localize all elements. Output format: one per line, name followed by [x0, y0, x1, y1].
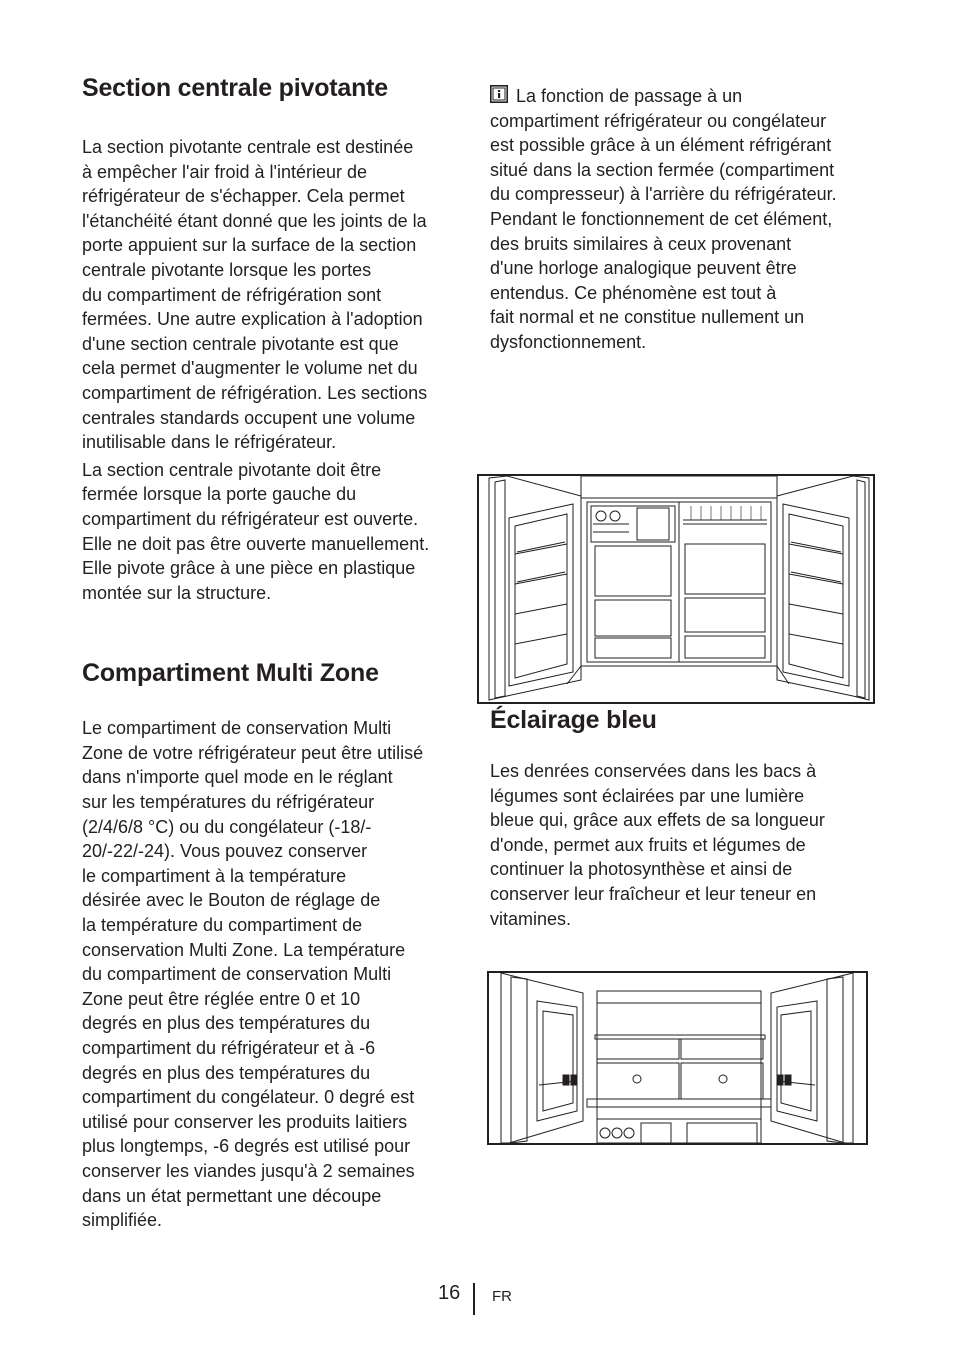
fridge-open-illustration	[477, 474, 875, 704]
section-title-pivotante: Section centrale pivotante	[82, 74, 388, 102]
paragraph-multi-zone: Le compartiment de conservation Multi Zone de votre réfrigérateur peut être utilisé dans n'importe quel mode en le réglant sur les températures du réfrigérateur (2/4/6/8 °C) ou du congélateur (-18/- 20/-22/-24). Vous pouvez conserver le compartiment à la température désirée avec le Bouton de réglage de la température du compartiment de conservation Multi Zone. La température du compartiment de conservation Multi Zone peut être réglée entre 0 et 10 degrés en plus des températures du compartiment du réfrigérateur et à -6 degrés en plus des températures du compartiment du congélateur. 0 degré est utilisé pour conserver les produits laitiers plus longtemps, -6 degrés est utilisé pour conserver les viandes jusqu'à 2 semaines dans un état permettant une découpe simplifiée.	[82, 718, 424, 1231]
info-text-first: La fonction de passage à un	[516, 86, 743, 106]
info-text-rest: compartiment réfrigérateur ou congélateur est possible grâce à un élément réfrigérant situé dans la section fermée (compartiment du compresseur) à l'arrière du réfrigérateur. Pendant le fonctionnement de cet élément, des bruits similaires à ceux provenant d'une horloge analogique peuvent être entendus. Ce phénomène est tout à fait normal et ne constitue nullement un dysfonctionnement.	[490, 110, 837, 352]
crisper-light-illustration	[487, 971, 868, 1145]
info-icon	[490, 85, 508, 103]
section-title-eclairage: Éclairage bleu	[490, 706, 657, 734]
info-paragraph	[490, 84, 874, 355]
footer-divider	[473, 1283, 475, 1315]
paragraph-pivotante-1: La section pivotante centrale est destinée à empêcher l'air froid à l'intérieur de réfrigérateur de s'échapper. Cela permet l'étanchéité étant donné que les joints de la porte appuient sur la surface de la section centrale pivotante lorsque les portes du compartiment de réfrigération sont fermées. Une autre explication à l'adoption d'une section centrale pivotante est que cela permet d'augmenter le volume net du compartiment de réfrigération. Les sections centrales standards occupent une volume inutilisable dans le réfrigérateur.	[82, 137, 428, 453]
language-code: FR	[492, 1288, 512, 1305]
section-title-multi-zone: Compartiment Multi Zone	[82, 659, 379, 688]
paragraph-eclairage: Les denrées conservées dans les bacs à légumes sont éclairées par une lumière bleue qui, grâce aux effets de sa longueur d'onde, permet aux fruits et légumes de continuer la photosynthèse et ainsi de conserver leur fraîcheur et leur teneur en vitamines.	[490, 761, 825, 929]
eclairage-section	[490, 706, 874, 931]
left-column	[82, 74, 466, 1233]
paragraph-pivotante-2: La section centrale pivotante doit être fermée lorsque la porte gauche du compartiment du réfrigérateur est ouverte. Elle ne doit pas être ouverte manuellement. Elle pivote grâce à une pièce en plastique montée sur la structure.	[82, 459, 430, 603]
page-number: 16	[438, 1282, 461, 1304]
info-note	[490, 84, 874, 355]
